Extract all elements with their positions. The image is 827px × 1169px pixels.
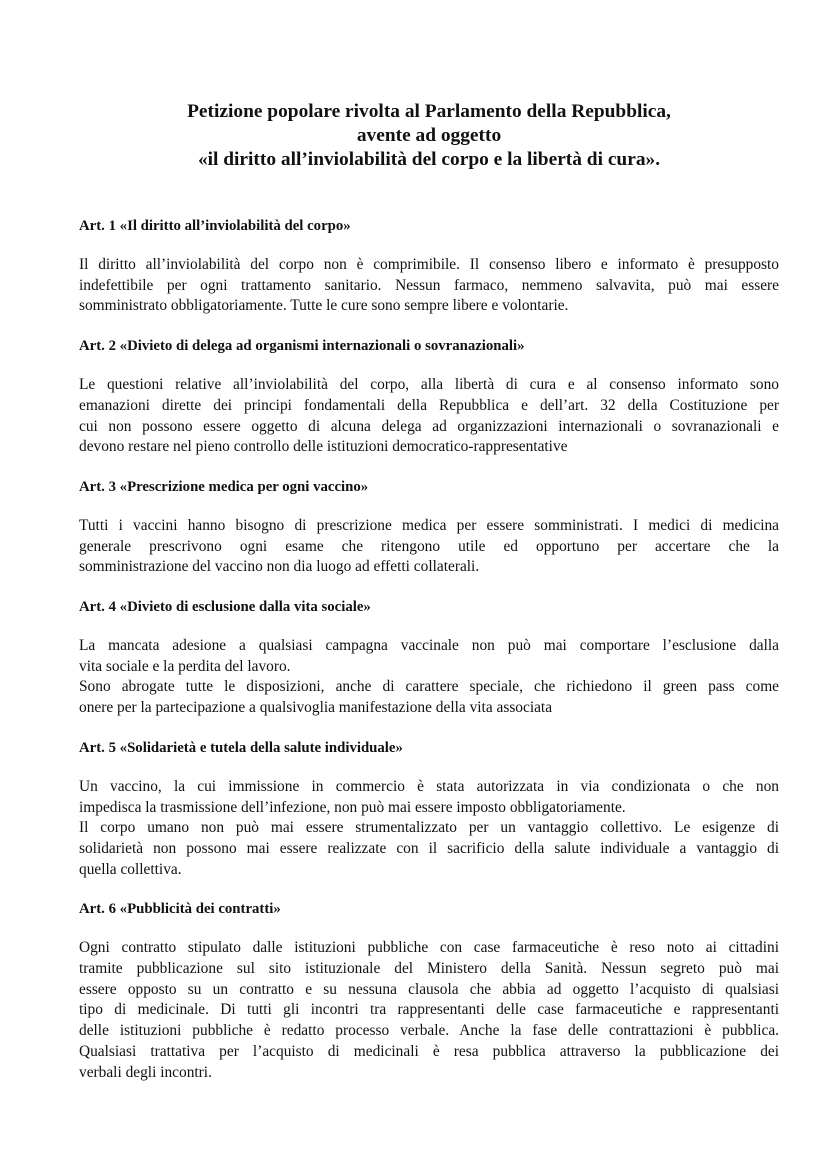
article-heading: Art. 6 «Pubblicità dei contratti» <box>79 901 281 918</box>
article-heading: Art. 4 «Divieto di esclusione dalla vita sociale» <box>79 599 371 616</box>
text-line: Sono abrogate tutte le disposizioni, anche di carattere speciale, che richiedono il green pass come <box>79 678 779 696</box>
text-line: onere per la partecipazione a qualsivoglia manifestazione della vita associata <box>79 699 553 717</box>
article-paragraph <box>79 677 779 718</box>
article-5 <box>79 738 779 881</box>
text-line: tramite pubblicazione sul sito istituzionale del Ministero della Sanità. Nessun segreto può mai <box>79 960 779 978</box>
text-line: Il diritto all’inviolabilità del corpo non è comprimibile. Il consenso libero e informato è presupposto <box>79 256 779 273</box>
text-line: solidarietà non possono mai essere realizzate con il sacrificio della salute individuale a vantaggio di <box>79 839 779 857</box>
title-line: Petizione popolare rivolta al Parlamento della Repubblica, <box>187 101 671 122</box>
article-1 <box>79 216 779 317</box>
text-line: somministrazione del vaccino non dia luogo ad effetti collaterali. <box>79 558 480 576</box>
title-line: avente ad oggetto <box>356 125 502 146</box>
text-line: quella collettiva. <box>79 860 182 878</box>
text-line: Tutti i vaccini hanno bisogno di prescrizione medica per essere somministrati. I medici di medicina <box>79 516 779 534</box>
article-paragraph <box>79 636 779 677</box>
article-paragraph <box>79 777 779 818</box>
text-line: La mancata adesione a qualsiasi campagna vaccinale non può mai comportare l’esclusione dalla <box>79 637 779 655</box>
article-paragraph <box>79 375 779 458</box>
article-paragraph <box>79 938 779 1083</box>
text-line: impedisca la trasmissione dell’infezione, non può mai essere imposto obbligatoriamente. <box>79 798 626 816</box>
article-paragraph <box>79 516 779 578</box>
text-line: verbali degli incontri. <box>79 1063 212 1081</box>
article-paragraph <box>79 255 779 317</box>
articles-list <box>79 216 779 1083</box>
text-line: Il corpo umano non può mai essere strumentalizzato per un vantaggio collettivo. Le esigenze di <box>79 819 779 837</box>
text-line: cui non possono essere oggetto di alcuna delega ad organizzazioni internazionali o sovranazionali e <box>79 417 779 435</box>
text-line: vita sociale e la perdita del lavoro. <box>79 657 291 675</box>
text-line: indefettibile per ogni trattamento sanitario. Nessun farmaco, nemmeno salvavita, può mai essere <box>79 276 779 294</box>
text-line: somministrato obbligatoriamente. Tutte le cure sono sempre libere e volontarie. <box>79 297 569 315</box>
article-heading: Art. 5 «Solidarietà e tutela della salute individuale» <box>79 739 403 756</box>
petition-title <box>79 100 779 172</box>
text-line: emanazioni dirette dei principi fondamentali della Repubblica e dell’art. 32 della Costituzione per <box>79 396 779 414</box>
text-line: generale prescrivono ogni esame che ritengono utile ed opportuno per accertare che la <box>79 537 779 555</box>
article-paragraph <box>79 818 779 880</box>
article-3 <box>79 477 779 578</box>
text-line: Qualsiasi trattativa per l’acquisto di medicinali è resa pubblica attraverso la pubblicazione dei <box>79 1042 779 1060</box>
text-line: Ogni contratto stipulato dalle istituzioni pubbliche con case farmaceutiche è reso noto ai cittadini <box>79 939 779 957</box>
article-6 <box>79 899 779 1083</box>
text-line: delle istituzioni pubbliche è redatto processo verbale. Anche la fase delle contrattazioni è pubblica. <box>79 1022 779 1040</box>
article-2 <box>79 336 779 458</box>
article-heading: Art. 3 «Prescrizione medica per ogni vaccino» <box>79 478 369 495</box>
text-line: tipo di medicinale. Di tutti gli incontri tra rappresentanti delle case farmaceutiche e rappresentanti <box>79 1001 779 1019</box>
text-line: Le questioni relative all’inviolabilità del corpo, alla libertà di cura e al consenso informato sono <box>79 376 779 394</box>
article-4 <box>79 597 779 719</box>
text-line: devono restare nel pieno controllo delle istituzioni democratico-rappresentative <box>79 438 568 456</box>
text-line: essere opposto su un contratto e su nessuna clausola che abbia ad oggetto l’acquisto di qualsiasi <box>79 980 779 998</box>
title-line: «il diritto all’inviolabilità del corpo e la libertà di cura». <box>197 149 661 170</box>
text-line: Un vaccino, la cui immissione in commercio è stata autorizzata in via condizionata o che non <box>79 777 779 795</box>
article-heading: Art. 2 «Divieto di delega ad organismi internazionali o sovranazionali» <box>79 338 525 355</box>
article-heading: Art. 1 «Il diritto all’inviolabilità del corpo» <box>79 218 351 234</box>
